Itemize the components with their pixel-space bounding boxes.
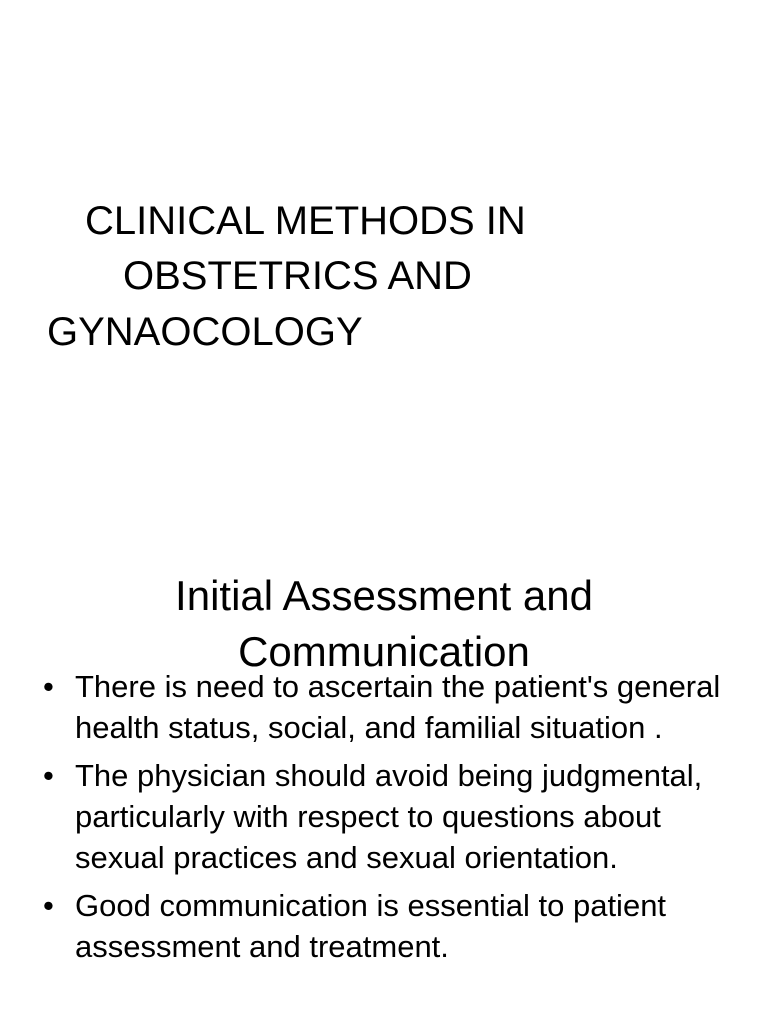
- bullet-item: [0, 755, 768, 878]
- slide-title-line-2: OBSTETRICS AND: [123, 254, 472, 298]
- bullet-marker: •: [43, 758, 54, 793]
- bullet-marker: •: [43, 669, 54, 704]
- bullet-item: [0, 666, 768, 748]
- section-heading-line-1: Initial Assessment and: [175, 572, 593, 619]
- slide-title-line-1: CLINICAL METHODS IN: [85, 199, 526, 243]
- slide-title-line-3: GYNAOCOLOGY: [47, 310, 363, 354]
- section-heading: [0, 568, 768, 680]
- bullet-marker: •: [43, 888, 54, 923]
- bullet-text: The physician should avoid being judgmental, particularly with respect to questions about sexual practices and sexual orientation.: [75, 758, 703, 875]
- bullet-text: There is need to ascertain the patient's general health status, social, and familial situation .: [75, 669, 721, 745]
- bullet-item: [0, 885, 768, 967]
- bullet-text: Good communication is essential to patient assessment and treatment.: [75, 888, 667, 964]
- section-heading-line-2: Communication: [238, 628, 530, 675]
- bullet-list: [0, 666, 768, 974]
